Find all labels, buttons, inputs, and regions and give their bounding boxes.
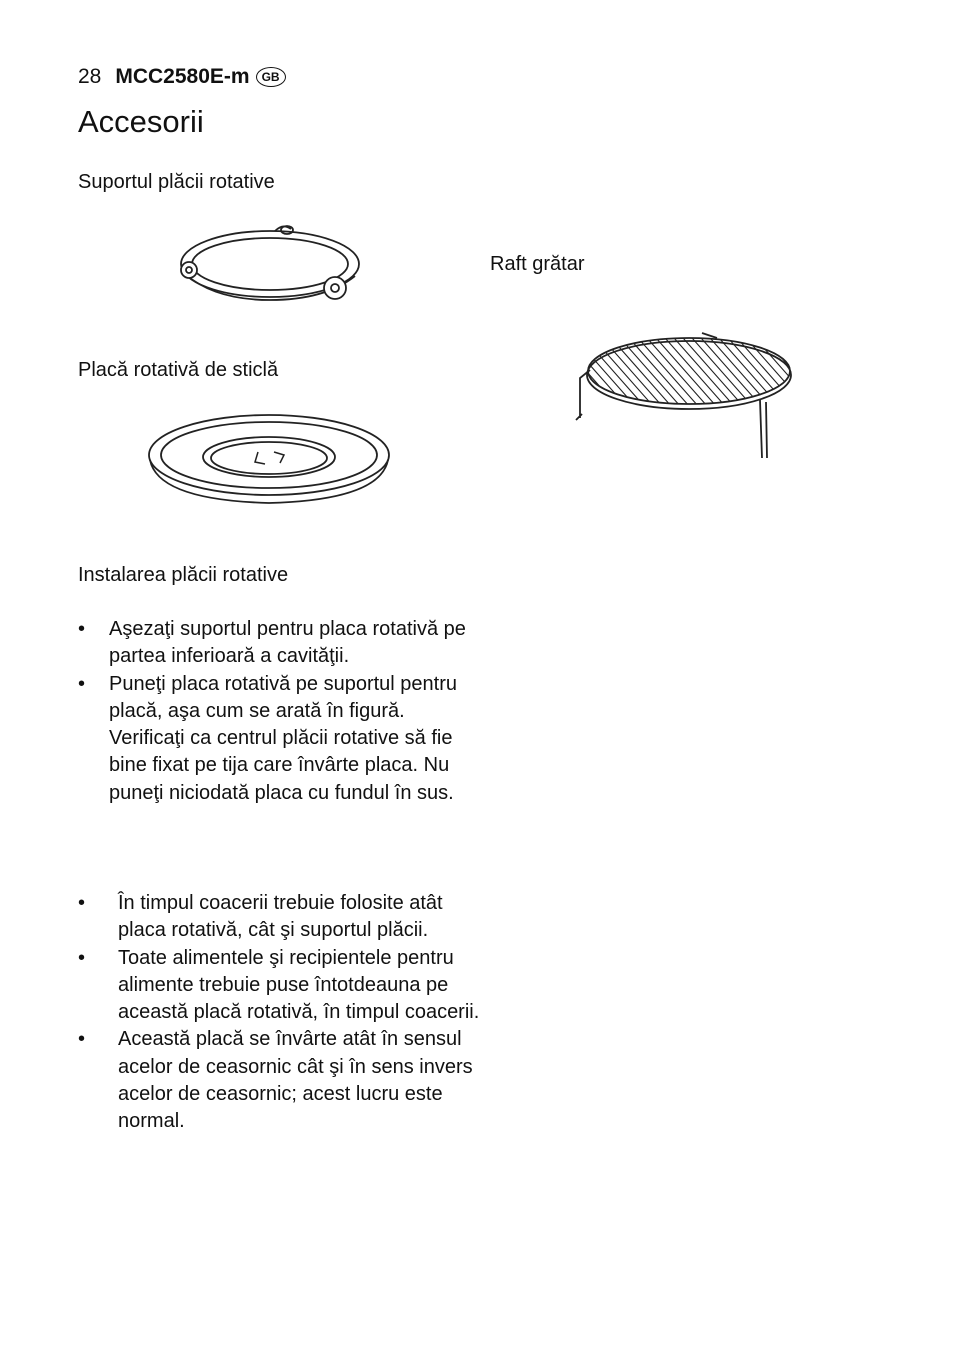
list-item: • Această placă se învârte atât în sensul acelor de ceasornic cât şi în sens invers acelor de ceasornic; acest lucru este normal. bbox=[78, 1028, 473, 1133]
bullet-icon: • bbox=[78, 892, 86, 914]
page-header bbox=[78, 64, 286, 90]
grill-rack-illustration bbox=[572, 330, 797, 465]
caption-grill-rack: Raft grătar bbox=[490, 253, 585, 275]
bullet-icon: • bbox=[78, 672, 86, 695]
caption-installation: Instalarea plăcii rotative bbox=[78, 564, 289, 586]
installation-list bbox=[78, 616, 478, 807]
bullet-icon: • bbox=[78, 618, 86, 640]
list-item: • Aşezaţi suportul pentru placa rotativă pe partea inferioară a cavităţii. bbox=[78, 618, 466, 668]
bullet-icon: • bbox=[78, 946, 86, 969]
page-number: 28 bbox=[78, 65, 102, 88]
usage-list bbox=[78, 890, 488, 1136]
list-item: • Puneţi placa rotativă pe suportul pentru placă, aşa cum se arată în figură. Verificaţi ca centrul plăcii rotative să fie bine fixat pe tija care învârte placa. Nu puneţi niciodată placa cu fundul în sus. bbox=[78, 672, 457, 804]
caption-glass-tray: Placă rotativă de sticlă bbox=[78, 359, 279, 381]
model-name: MCC2580E-m bbox=[115, 65, 250, 88]
glass-tray-illustration bbox=[148, 408, 393, 508]
page-title: Accesorii bbox=[78, 104, 204, 139]
region-badge: GB bbox=[256, 67, 286, 87]
caption-roller-ring: Suportul plăcii rotative bbox=[78, 171, 275, 193]
list-item: • Toate alimentele şi recipientele pentru alimente trebuie puse întotdeauna pe această placă rotativă, în timpul coacerii. bbox=[78, 946, 480, 1024]
list-item: • În timpul coacerii trebuie folosite atât placa rotativă, cât şi suportul plăcii. bbox=[78, 892, 443, 942]
bullet-icon: • bbox=[78, 1028, 86, 1051]
roller-ring-illustration bbox=[175, 218, 370, 308]
